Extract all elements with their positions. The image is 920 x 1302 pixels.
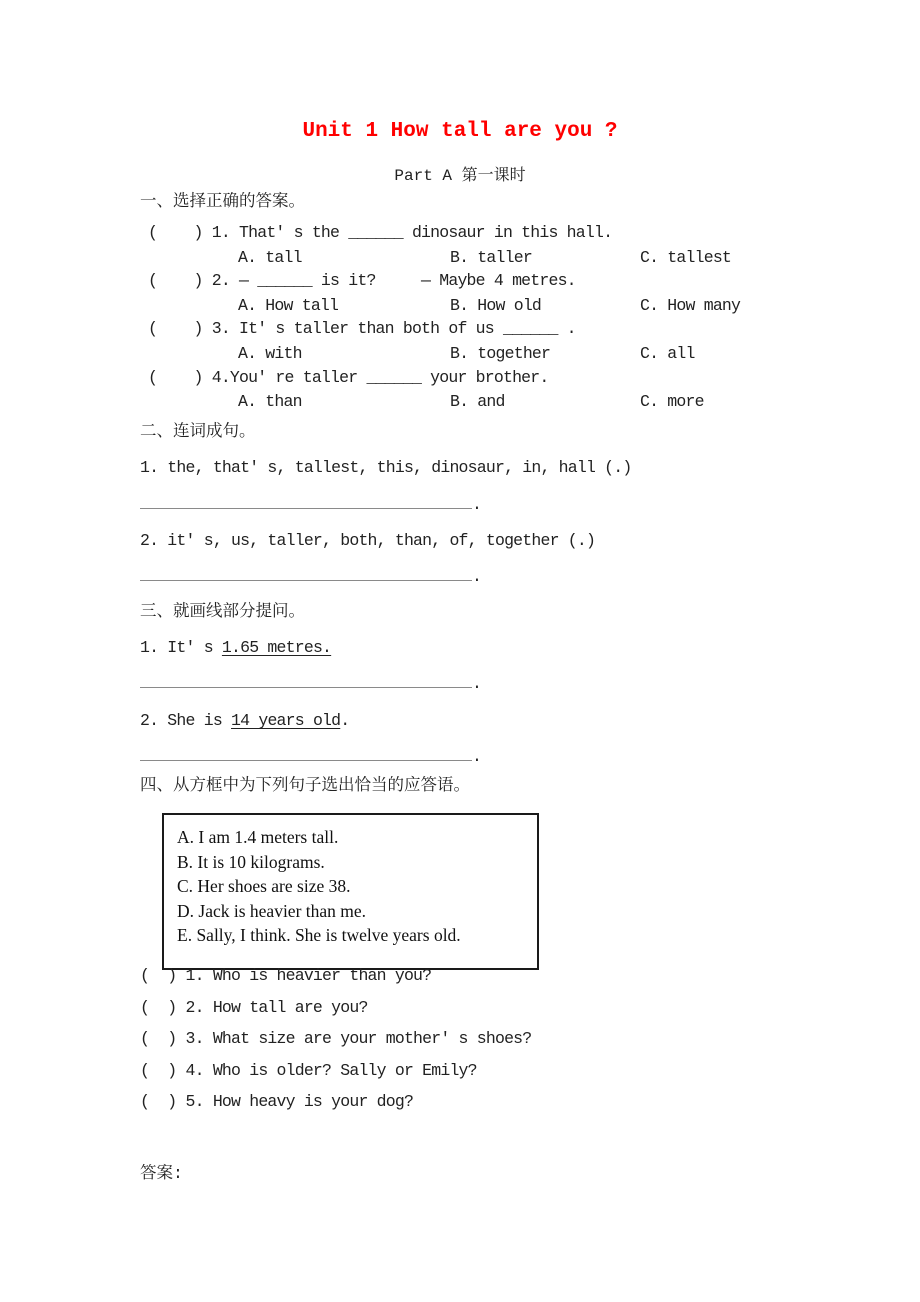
answer-blank-line: [140, 493, 481, 515]
box-option-a: A. I am 1.4 meters tall.: [177, 827, 339, 847]
option-4a: A. than: [238, 392, 302, 411]
question-line-4: ( ) 4.You' re taller ______ your brother.: [148, 368, 549, 387]
options-row-1: [0, 248, 920, 268]
option-2c: C. How many: [640, 296, 741, 315]
options-row-3: [0, 344, 920, 364]
match-question-2: ( ) 2. How tall are you?: [140, 998, 368, 1017]
match-question-4: ( ) 4. Who is older? Sally or Emily?: [140, 1061, 477, 1080]
underline-question-1: [140, 638, 331, 658]
answer-blank: [140, 565, 472, 581]
answer-blank: [140, 493, 472, 509]
question-line-2: ( ) 2. — ______ is it? — Maybe 4 metres.: [148, 271, 576, 290]
match-question-1: ( ) 1. Who is heavier than you?: [140, 966, 432, 985]
section-three-heading: 三、就画线部分提问。: [140, 602, 305, 621]
answers-label: 答案:: [140, 1164, 183, 1183]
box-option-b: B. It is 10 kilograms.: [177, 851, 325, 872]
page-title: Unit 1 How tall are you ?: [302, 120, 618, 143]
box-option-c: C. Her shoes are size 38.: [177, 876, 351, 896]
scramble-item-2: 2. it' s, us, taller, both, than, of, together (.): [140, 531, 596, 550]
option-3b: B. together: [450, 344, 551, 363]
blank-period: .: [472, 495, 482, 514]
scramble-item-1: 1. the, that' s, tallest, this, dinosaur, in, hall (.): [140, 458, 632, 477]
section-two-heading: 二、连词成句。: [140, 422, 256, 441]
options-row-4: [0, 392, 920, 412]
match-question-3: ( ) 3. What size are your mother' s shoes?: [140, 1029, 532, 1048]
match-question-5: ( ) 5. How heavy is your dog?: [140, 1092, 414, 1111]
page-subtitle: Part A 第一课时: [394, 167, 526, 185]
underline-question-2: [140, 711, 349, 731]
option-3a: A. with: [238, 344, 302, 363]
options-row-2: [0, 296, 920, 316]
section-four-heading: 四、从方框中为下列句子选出恰当的应答语。: [140, 776, 470, 795]
answer-blank-line: [140, 565, 481, 587]
question-line-1: ( ) 1. That' s the ______ dinosaur in this hall.: [148, 223, 613, 242]
option-4b: B. and: [450, 392, 505, 411]
underlined-part: 1.65 metres.: [221, 638, 332, 657]
question-line-3: ( ) 3. It' s taller than both of us ______ .: [148, 319, 576, 338]
answer-blank-line: [140, 672, 481, 694]
section-one-heading: 一、选择正确的答案。: [140, 192, 305, 211]
option-1a: A. tall: [238, 248, 302, 267]
blank-period: .: [472, 567, 482, 586]
sentence-suffix: .: [340, 711, 350, 730]
box-option-d: D. Jack is heavier than me.: [177, 900, 367, 921]
underlined-part: 14 years old: [231, 711, 341, 730]
answer-blank: [140, 745, 472, 761]
option-3c: C. all: [640, 344, 695, 363]
sentence-prefix: 2. She is: [140, 711, 232, 730]
option-1b: B. taller: [450, 248, 532, 267]
blank-period: .: [472, 747, 482, 766]
blank-period: .: [472, 674, 482, 693]
option-4c: C. more: [640, 392, 704, 411]
response-options-box: [162, 813, 539, 970]
option-2a: A. How tall: [238, 296, 339, 315]
answer-blank-line: [140, 745, 481, 767]
answer-blank: [140, 672, 472, 688]
option-1c: C. tallest: [640, 248, 732, 267]
box-option-e: E. Sally, I think. She is twelve years old.: [177, 925, 461, 945]
sentence-prefix: 1. It' s: [140, 638, 222, 657]
option-2b: B. How old: [450, 296, 542, 315]
